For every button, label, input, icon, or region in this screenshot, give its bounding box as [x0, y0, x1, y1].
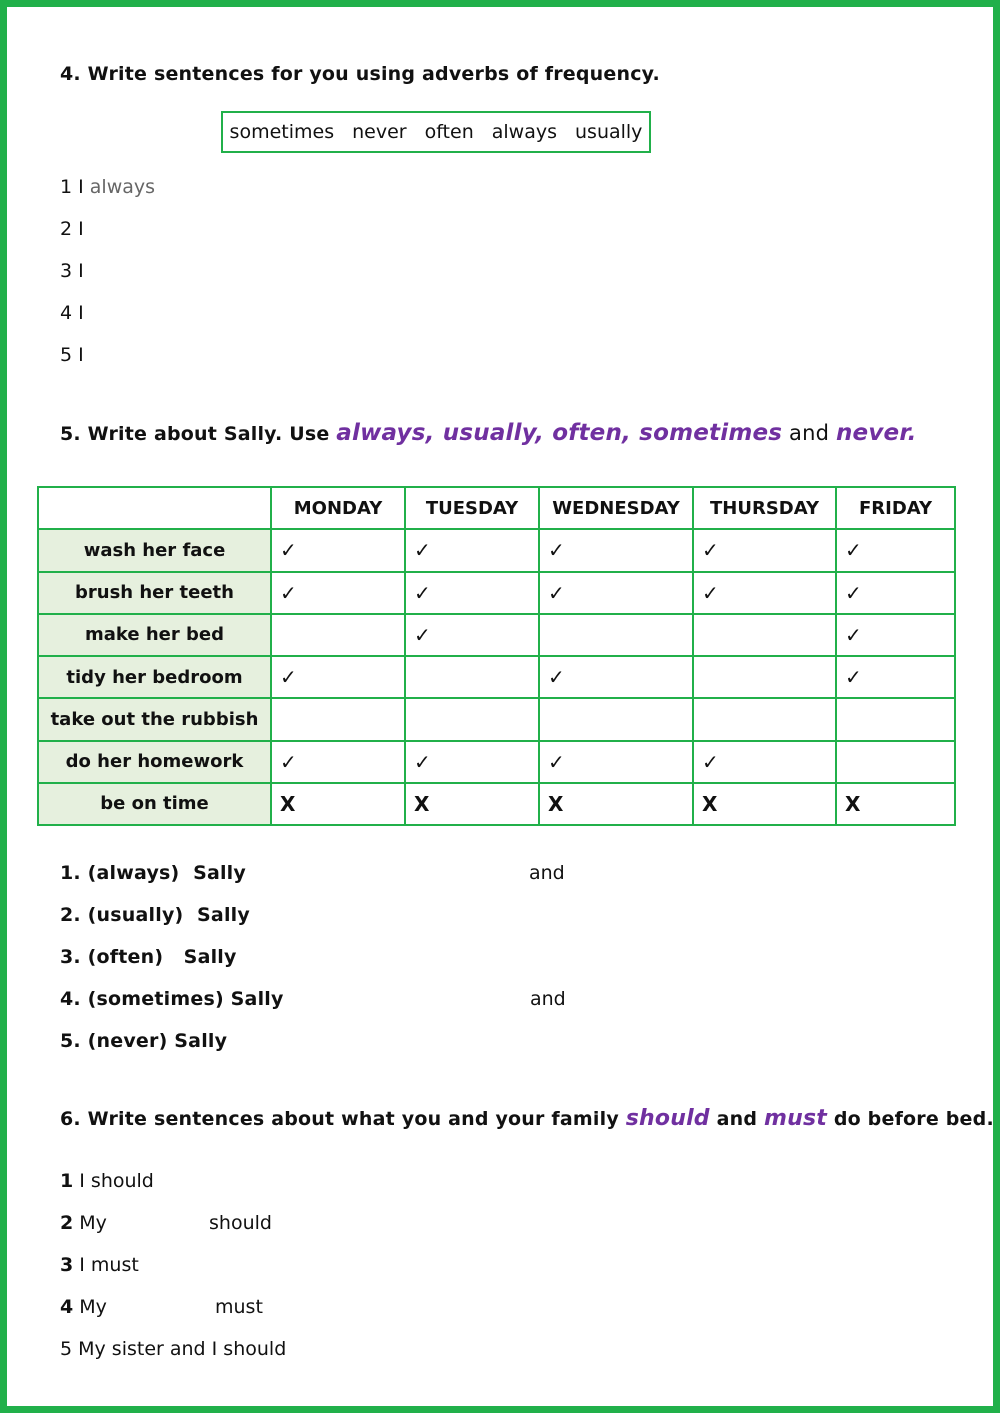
- s4-line-number: 3 I: [60, 260, 84, 282]
- activity-cell: tidy her bedroom: [38, 656, 271, 698]
- table-row: [38, 614, 955, 656]
- mark-cell: ✓: [539, 741, 693, 783]
- s4-line-4[interactable]: [60, 302, 84, 324]
- mark-cell: ✓: [693, 741, 836, 783]
- s5-line-4-and: and: [530, 988, 566, 1010]
- s5-line-3[interactable]: 3. (often) Sally: [60, 946, 237, 968]
- mark-cell: X: [271, 783, 405, 825]
- s6-line-text: My sister and I should: [72, 1338, 287, 1360]
- s6-and: and: [716, 1108, 758, 1130]
- word-bank: [221, 111, 651, 153]
- s6-line-text: I must: [79, 1254, 139, 1276]
- s4-line-number: 4 I: [60, 302, 84, 324]
- s6-line-number: 2: [60, 1212, 74, 1234]
- mark-cell: ✓: [693, 572, 836, 614]
- mark-cell: ✓: [836, 529, 955, 571]
- s4-line-5[interactable]: [60, 344, 84, 366]
- s6-heading-suffix: do before bed.: [833, 1108, 994, 1130]
- mark-cell: ✓: [271, 741, 405, 783]
- s6-line-text: I should: [79, 1170, 154, 1192]
- s4-line-number: 5 I: [60, 344, 84, 366]
- s4-line-1[interactable]: [60, 176, 155, 198]
- s5-line-1-and: and: [529, 862, 565, 884]
- s6-line-number: 5: [60, 1338, 73, 1360]
- s4-line-number: 1 I: [60, 176, 84, 198]
- activity-cell: do her homework: [38, 741, 271, 783]
- mark-cell: [836, 698, 955, 740]
- mark-cell: [539, 698, 693, 740]
- mark-cell: ✓: [405, 529, 539, 571]
- mark-cell: ✓: [836, 572, 955, 614]
- sally-schedule-table: [37, 486, 956, 826]
- day-header: THURSDAY: [693, 487, 836, 529]
- activity-cell: take out the rubbish: [38, 698, 271, 740]
- s6-line-4[interactable]: [60, 1296, 107, 1318]
- s5-line-2[interactable]: 2. (usually) Sally: [60, 904, 250, 926]
- s4-answer[interactable]: always: [89, 176, 156, 198]
- s6-should: should: [625, 1106, 710, 1131]
- word-bank-item: never: [352, 121, 407, 143]
- s6-line-text: My: [79, 1212, 107, 1234]
- day-header: WEDNESDAY: [539, 487, 693, 529]
- s4-line-2[interactable]: [60, 218, 84, 240]
- mark-cell: ✓: [836, 656, 955, 698]
- s5-line-5[interactable]: 5. (never) Sally: [60, 1030, 228, 1052]
- mark-cell: ✓: [405, 614, 539, 656]
- s4-line-3[interactable]: [60, 260, 84, 282]
- mark-cell: X: [693, 783, 836, 825]
- s5-line-1[interactable]: 1. (always) Sally: [60, 862, 246, 884]
- s6-heading-prefix: 6. Write sentences about what you and your family: [60, 1108, 626, 1130]
- mark-cell: [405, 656, 539, 698]
- s6-line-1[interactable]: [60, 1170, 154, 1192]
- activity-cell: be on time: [38, 783, 271, 825]
- mark-cell: [405, 698, 539, 740]
- table-row: [38, 656, 955, 698]
- s6-line-number: 4: [60, 1296, 74, 1318]
- mark-cell: [539, 614, 693, 656]
- word-bank-item: usually: [575, 121, 643, 143]
- mark-cell: ✓: [539, 572, 693, 614]
- s5-and: and: [789, 421, 830, 445]
- mark-cell: X: [539, 783, 693, 825]
- table-corner-cell: [38, 487, 271, 529]
- activity-cell: brush her teeth: [38, 572, 271, 614]
- mark-cell: ✓: [836, 614, 955, 656]
- mark-cell: [693, 656, 836, 698]
- activity-cell: make her bed: [38, 614, 271, 656]
- day-header: TUESDAY: [405, 487, 539, 529]
- mark-cell: ✓: [271, 572, 405, 614]
- s4-line-number: 2 I: [60, 218, 84, 240]
- s5-heading-prefix: 5. Write about Sally. Use: [60, 423, 337, 445]
- s6-must: must: [763, 1106, 827, 1131]
- s6-line-2[interactable]: [60, 1212, 107, 1234]
- mark-cell: ✓: [405, 741, 539, 783]
- mark-cell: X: [405, 783, 539, 825]
- mark-cell: ✓: [271, 656, 405, 698]
- mark-cell: ✓: [405, 572, 539, 614]
- table-row: [38, 529, 955, 571]
- mark-cell: X: [836, 783, 955, 825]
- s5-adverb-never: never: [835, 420, 908, 446]
- s6-line-number: 3: [60, 1254, 74, 1276]
- mark-cell: ✓: [271, 529, 405, 571]
- s6-line-number: 1: [60, 1170, 74, 1192]
- mark-cell: [271, 698, 405, 740]
- table-header-row: [38, 487, 955, 529]
- s6-line-text: My: [79, 1296, 107, 1318]
- mark-cell: [693, 614, 836, 656]
- mark-cell: ✓: [693, 529, 836, 571]
- word-bank-item: always: [491, 121, 557, 143]
- table-row: [38, 783, 955, 825]
- s6-line-2-should: should: [209, 1212, 272, 1234]
- table-row: [38, 572, 955, 614]
- section-6-heading: [60, 1106, 994, 1131]
- section-5-heading: [60, 420, 917, 446]
- mark-cell: ✓: [539, 529, 693, 571]
- mark-cell: ✓: [539, 656, 693, 698]
- mark-cell: [271, 614, 405, 656]
- s6-line-5[interactable]: [60, 1338, 286, 1360]
- activity-cell: wash her face: [38, 529, 271, 571]
- s5-adverbs: always, usually, often, sometimes: [336, 420, 783, 446]
- s6-line-3[interactable]: [60, 1254, 139, 1276]
- s5-period: .: [907, 420, 917, 446]
- word-bank-item: sometimes: [229, 121, 335, 143]
- table-row: [38, 698, 955, 740]
- mark-cell: [693, 698, 836, 740]
- day-header: FRIDAY: [836, 487, 955, 529]
- table-row: [38, 741, 955, 783]
- s5-line-4[interactable]: 4. (sometimes) Sally: [60, 988, 284, 1010]
- section-4-heading: 4. Write sentences for you using adverbs of frequency.: [60, 63, 660, 85]
- mark-cell: [836, 741, 955, 783]
- s6-line-4-must: must: [215, 1296, 263, 1318]
- word-bank-item: often: [424, 121, 474, 143]
- day-header: MONDAY: [271, 487, 405, 529]
